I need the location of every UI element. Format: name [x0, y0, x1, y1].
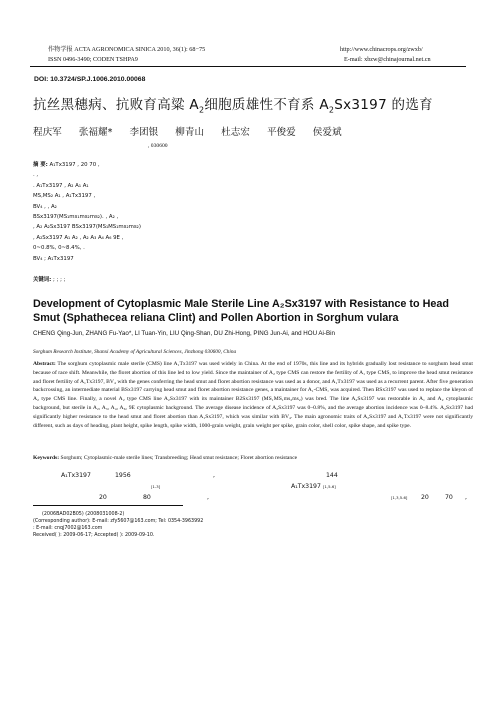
cn-abstract-line: A₁Tx3197 , 20 70 ,	[49, 162, 100, 168]
journal-line: 作物学报 ACTA AGRONOMICA SINICA 2010, 36(1): 68−75	[48, 46, 206, 53]
en-abstract-label: Abstract:	[33, 361, 56, 367]
cn-abstract-line: , A₂ A₂Sx3197 BSx3197(MS₁MS₁ms₂ms₂)	[33, 224, 141, 231]
footnote-author-email: : E-mail: cnqj7002@163.com	[33, 526, 103, 531]
cn-abstract-line: BSx3197(MS₁ms₁ms₂ms₂). , A₂ ,	[33, 214, 119, 221]
en-authors: CHENG Qing-Jun, ZHANG Fu-Yao*, LI Tuan-Yin, LIU Qing-Shan, DU Zhi-Hong, PING Jun-Ai, and HOU Ai-Bin	[33, 330, 335, 337]
cn-abstract-line: , A₂Sx3197 A₁ A₂ , A₂ A₃ A₄ A₆ 9E ,	[33, 234, 124, 241]
cn-abstract-line: MS,MS₂ A₁ , A₁Tx3197 ,	[33, 193, 96, 200]
en-affiliation: Sorghum Research Institute, Shanxi Academy of Agricultural Sciences, Jinzhong 030600, China	[33, 349, 237, 355]
footnote-corresponding: (Corresponding author): E-mail: zfy5607@163.com; Tel: 0354-3963992	[33, 519, 204, 524]
cn-keywords: 关键词: ; ; ; ;	[33, 277, 66, 283]
cn-abstract-line: . ,	[33, 172, 39, 179]
en-keywords: Keywords: Sorghum; Cytoplasmic-male sterile lines; Transbreeding; Head smut resistance; Floret abortion resistance	[33, 455, 298, 461]
cn-authors: 程庆军 张福耀* 李团银 柳青山 杜志宏 平俊爱 侯爱斌	[33, 127, 342, 138]
en-abstract: Abstract: The sorghum cytoplasmic male sterile (CMS) line A₁Tx3197 was used widely in China. At the end of 1970s, this line and its hybrids gradually lost resistance to sorghum head smut because of race shift. Meanwhile, the floret abortion of this line led to low yield. Since the maintainer of A₂ type CMS can restore the fertility of A₁ type CMS, to improve the head smut resistance and floret fertility of A₁Tx3197, BV₄ with the genes conferring the head smut and floret abortion resistance was used as a donor, and A₁Tx3197 was used as a recurrent parent. After five generation backcrossing, an intermediate material BSx3197 carrying head smut and floret abortion resistance genes, a maintainer for A₁-CMS, was acquired. Then BSx3197 was used to replace the kleyon of A₂ type CMS line. Finally, a novel A₂ type CMS line A₂Sx3197 with its maintainer B2Sx3197 (MS₁MS₁ms₂ms₂) was bred. The line A₂Sx3197 was restorable in A₁ and A₂ cytoplasmic background, but sterile in A₂, A₃, A₄, A₆, 9E cytoplasmic background. The average disease incidence of A₂Sx3197 was 0–0.8%, and the average abortion incidence was 0–8.4%. A₂Sx3197 had significantly higher resistance to the head smut and floret abortion than A₁Sx3197, which was similar with BV₄. The main agronomic traits of A₂Sx3197 and A₁Tx3197 were not significantly different, such as days of heading, plant height, spike length, spike width, 1000-grain weight, grain weight per spike, grain color, shell color, spike shape, and spike type.	[33, 361, 473, 429]
cn-abstract-label: 摘 要:	[33, 162, 48, 168]
footnote-dates: Received( ): 2009-06-17; Accepted( ): 2009-09-10.	[33, 533, 155, 538]
en-title: Development of Cytoplasmic Male Sterile Line A₂Sx3197 with Resistance to Head Smut (Sphathecea reliana Clint) and Pollen Abortion in Sorghum vulara	[33, 298, 450, 324]
doi[interactable]: DOI: 10.3724/SP.J.1006.2010.00068	[34, 76, 146, 83]
cn-abstract	[33, 160, 141, 264]
cn-keywords-label: 关键词:	[33, 277, 52, 283]
cn-abstract-line: 0~0.8%, 0~8.4%, .	[33, 245, 85, 252]
journal-url[interactable]: http://www.chinacrops.org/zwxb/	[340, 46, 423, 53]
journal-email[interactable]: E-mail: xbzw@chinajournal.net.cn	[344, 56, 431, 63]
cn-abstract-line: BV₄ , , A₂	[33, 203, 57, 210]
cn-affiliation: , 030600	[148, 143, 168, 149]
cn-title: 抗丝黑穗病、抗败育高粱 $A_2$细胞质雄性不育系 $A_2Sx3197$ 的选育	[33, 97, 433, 115]
en-keywords-label: Keywords:	[33, 455, 60, 461]
issn-line: ISSN 0496-3490; CODEN TSHPA9	[48, 56, 138, 63]
header-rule	[30, 66, 466, 67]
body-paragraph: A₁Tx3197 1956 , 144 [1-3] A₁Tx3197 [1,5-6] 20 80 , [1,3,5-6] 20 70 ,	[61, 472, 467, 501]
footnote-fund: (2006BAD02B05) (2008031008-2)	[42, 512, 125, 517]
cn-abstract-line: . A₁Tx3197 , A₂ A₁ A₁	[33, 182, 89, 189]
footnote-rule	[33, 505, 183, 506]
cn-abstract-line: BV₄ ; A₁Tx3197	[33, 255, 74, 262]
